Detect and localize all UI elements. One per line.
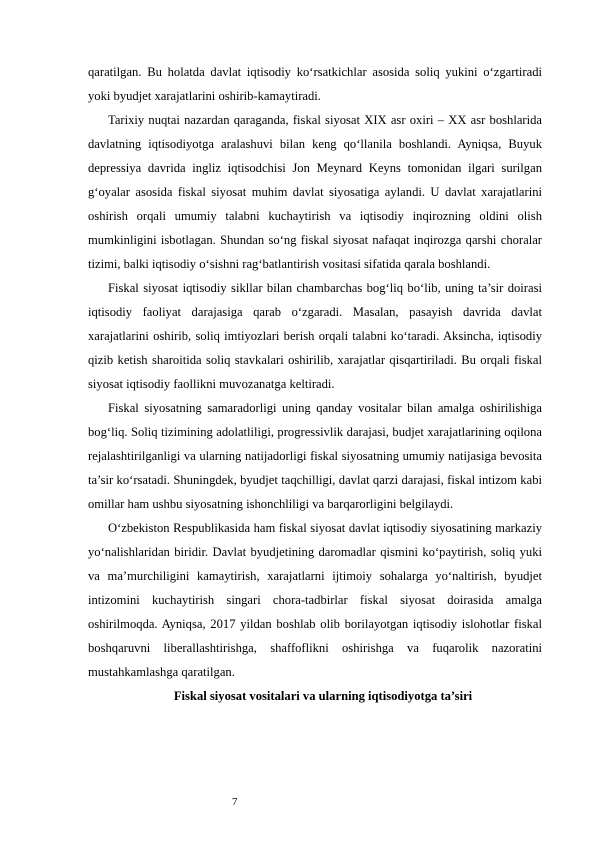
paragraph-history: Tarixiy nuqtai nazardan qaraganda, fiskal siyosat XIX asr oxiri – XX asr boshlarida davlatning iqtisodiyotga aralashuvi bilan keng qo‘llanila boshlandi. Ayniqsa, Buyuk depressiya davrida ingliz iqtisodchisi Jon Meynard Keyns tomonidan ilgari surilgan g‘oyalar asosida fiskal siyosat muhim davlat siyosatiga aylandi. U davlat xarajatlarini oshirish orqali umumiy talabni kuchaytirish va iqtisodiy inqirozning oldini olish mumkinligini isbotlagan. Shundan so‘ng fiskal siyosat nafaqat inqirozga qarshi choralar tizimi, balki iqtisodiy o‘sishni rag‘batlantirish vositasi sifatida qarala boshlandi.: [88, 113, 542, 271]
document-page: [88, 60, 542, 708]
paragraph-economic-cycles: Fiskal siyosat iqtisodiy sikllar bilan chambarchas bog‘liq bo‘lib, uning ta’sir doirasi iqtisodiy faoliyat darajasiga qarab o‘zgaradi. Masalan, pasayish davrida davlat xarajatlarini oshirib, soliq imtiyozlari berish orqali talabni ko‘taradi. Aksincha, iqtisodiy qizib ketish sharoitida soliq stavkalari oshirilib, xarajatlar qisqartiriladi. Bu orqali fiskal siyosat iqtisodiy faollikni muvozanatga keltiradi.: [88, 281, 542, 391]
paragraph-effectiveness: Fiskal siyosatning samaradorligi uning qanday vositalar bilan amalga oshirilishiga bog‘liq. Soliq tizimining adolatliligi, progressivlik darajasi, budjet xarajatlarining oqilona rejalashtirilganligi va ularning natijadorligi fiskal siyosatning umumiy natijasiga bevosita ta’sir ko‘rsatadi. Shuningdek, byudjet taqchilligi, davlat qarzi darajasi, fiskal intizom kabi omillar ham ushbu siyosatning ishonchliligi va barqarorligini belgilaydi.: [88, 401, 542, 511]
paragraph-continuation: qaratilgan. Bu holatda davlat iqtisodiy ko‘rsatkichlar asosida soliq yukini o‘zgartiradi yoki byudjet xarajatlarini oshirib-kamaytiradi.: [88, 65, 542, 103]
paragraph-uzbekistan: O‘zbekiston Respublikasida ham fiskal siyosat davlat iqtisodiy siyosatining markaziy yo‘nalishlaridan biridir. Davlat byudjetining daromadlar qismini ko‘paytirish, soliq yuki va ma’murchiligini kamaytirish, xarajatlarni ijtimoiy sohalarga yo‘naltirish, byudjet intizomini kuchaytirish singari chora-tadbirlar fiskal siyosat doirasida amalga oshirilmoqda. Ayniqsa, 2017 yildan boshlab olib borilayotgan iqtisodiy islohotlar fiskal boshqaruvni liberallashtirishga, shaffoflikni oshirishga va fuqarolik nazoratini mustahkamlashga qaratilgan.: [88, 521, 542, 679]
page-number: 7: [232, 796, 238, 808]
section-heading: Fiskal siyosat vositalari va ularning iqtisodiyotga ta’siri: [173, 689, 473, 703]
